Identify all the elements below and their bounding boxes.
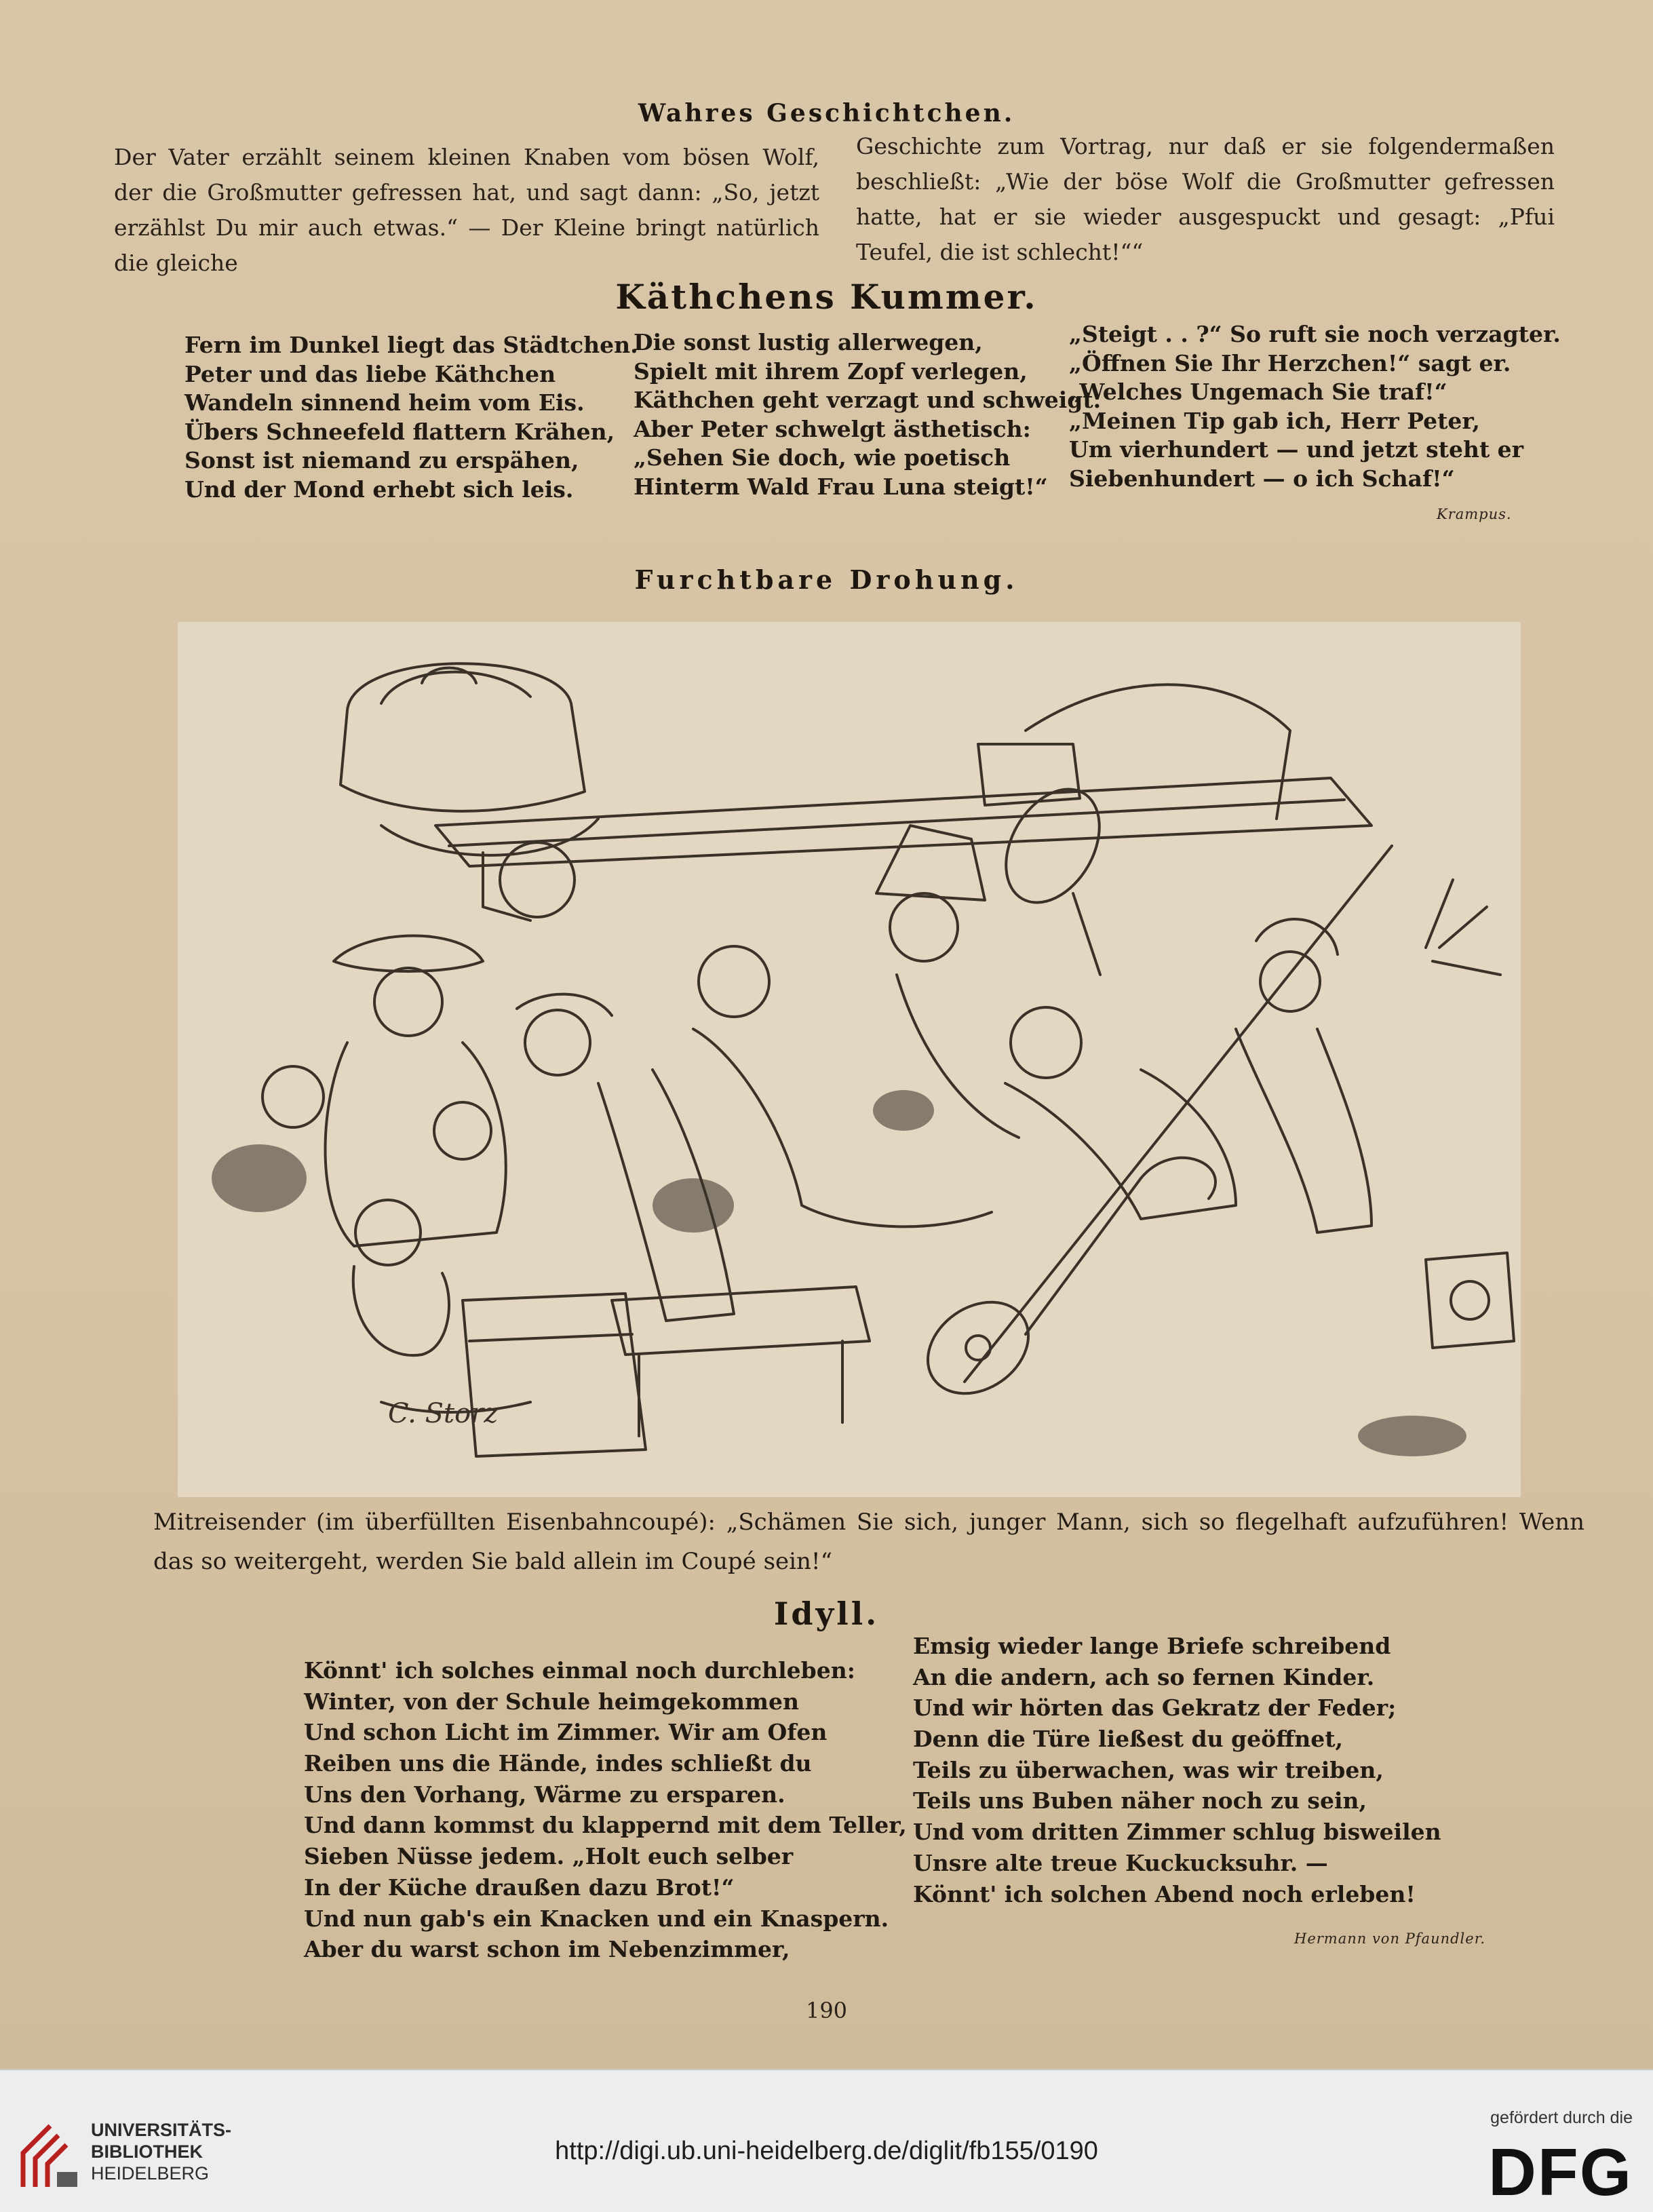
- poem-line: „Sehen Sie doch, wie poetisch: [634, 444, 1011, 471]
- train-compartment-illustration: [178, 622, 1521, 1497]
- poem-line: Und wir hörten das Gekratz der Feder;: [913, 1694, 1397, 1722]
- poem-line: „Steigt . . ?“ So ruft sie noch verzagter.: [1069, 321, 1561, 347]
- poem-line: Aber du warst schon im Nebenzimmer,: [304, 1936, 790, 1963]
- illustration-signature: C. Storz: [388, 1398, 499, 1429]
- poem-column-2: [634, 328, 1101, 501]
- poem-line: Hinterm Wald Frau Luna steigt!“: [634, 473, 1048, 500]
- poem-line: „Öffnen Sie Ihr Herzchen!“ sagt er.: [1069, 349, 1511, 376]
- poem-line: Peter und das liebe Käthchen: [184, 360, 556, 387]
- poem-column-1: [184, 331, 638, 504]
- page-number: 190: [805, 1998, 848, 2023]
- poem-line: Und nun gab's ein Knacken und ein Knaspern.: [304, 1905, 889, 1932]
- dfg-logo: DFG: [1488, 2135, 1633, 2209]
- idyll-column-1: [304, 1655, 907, 1965]
- poem-line: An die andern, ach so fernen Kinder.: [913, 1663, 1375, 1690]
- poem-line: In der Küche draußen dazu Brot!“: [304, 1874, 735, 1901]
- funded-by-label: gefördert durch die: [1490, 2108, 1633, 2127]
- author-krampus: Krampus.: [1437, 506, 1512, 522]
- poem-line: Und dann kommst du klappernd mit dem Teller,: [304, 1812, 907, 1839]
- poem-line: Fern im Dunkel liegt das Städtchen.: [184, 332, 638, 358]
- author-pfaundler: Hermann von Pfaundler.: [1294, 1930, 1486, 1947]
- poem-line: Teils uns Buben näher noch zu sein,: [913, 1787, 1367, 1815]
- poem-line: „Welches Ungemach Sie traf!“: [1069, 379, 1447, 405]
- poem-line: Könnt' ich solches einmal noch durchleben:: [304, 1657, 855, 1684]
- idyll-column-2: [913, 1631, 1441, 1909]
- poem-line: Aber Peter schwelgt ästhetisch:: [634, 415, 1031, 442]
- poem-line: Spielt mit ihrem Zopf verlegen,: [634, 357, 1028, 385]
- poem-line: Um vierhundert — und jetzt steht er: [1069, 436, 1524, 463]
- poem-column-3: [1069, 320, 1561, 493]
- library-city: HEIDELBERG: [91, 2163, 210, 2184]
- poem-line: Die sonst lustig allerwegen,: [634, 329, 983, 355]
- poem-line: Sonst ist niemand zu erspähen,: [184, 447, 579, 473]
- section-title-furchtbare-drohung: Furchtbare Drohung.: [634, 564, 1019, 595]
- poem-line: Und vom dritten Zimmer schlug bisweilen: [913, 1819, 1441, 1846]
- digitization-footer: [0, 2069, 1653, 2212]
- poem-line: Unsre alte treue Kuckucksuhr. —: [913, 1849, 1328, 1876]
- poem-line: Reiben uns die Hände, indes schließt du: [304, 1750, 812, 1777]
- poem-line: Und der Mond erhebt sich leis.: [184, 476, 574, 503]
- poem-line: Uns den Vorhang, Wärme zu ersparen.: [304, 1781, 785, 1808]
- poem-line: Käthchen geht verzagt und schweigt.: [634, 387, 1102, 413]
- poem-line: Sieben Nüsse jedem. „Holt euch selber: [304, 1843, 794, 1870]
- poem-line: „Meinen Tip gab ich, Herr Peter,: [1069, 407, 1480, 434]
- poem-line: Und schon Licht im Zimmer. Wir am Ofen: [304, 1719, 828, 1746]
- poem-line: Teils zu überwachen, was wir treiben,: [913, 1756, 1384, 1783]
- anecdote-column-right: Geschichte zum Vortrag, nur daß er sie folgendermaßen beschließt: „Wie der böse Wolf die Großmutter gefressen hatte, hat er sie wieder ausgespuckt und gesagt: „Pfui Teufel, die ist schlecht!““: [856, 133, 1555, 265]
- poem-line: Denn die Türe ließest du geöffnet,: [913, 1726, 1343, 1753]
- poem-line: Übers Schneefeld flattern Krähen,: [184, 418, 615, 445]
- permalink-url[interactable]: http://digi.ub.uni-heidelberg.de/diglit/fb155/0190: [555, 2137, 1098, 2165]
- section-title-wahres-geschichtchen: Wahres Geschichtchen.: [638, 99, 1015, 128]
- poem-line: Emsig wieder lange Briefe schreibend: [913, 1633, 1391, 1659]
- anecdote-column-left: Der Vater erzählt seinem kleinen Knaben vom bösen Wolf, der die Großmutter gefressen hat, und sagt dann: „So, jetzt erzählst Du mir auch etwas.“ — Der Kleine bringt natürlich die gleiche: [114, 144, 819, 276]
- poem-line: Könnt' ich solchen Abend noch erleben!: [913, 1880, 1416, 1907]
- illustration-caption: Mitreisender (im überfüllten Eisenbahncoupé): „Schämen Sie sich, junger Mann, sich so flegelhaft aufzuführen! Wenn das so weitergeht, werden Sie bald allein im Coupé sein!“: [153, 1509, 1584, 1575]
- library-name-line: UNIVERSITÄTS- BIBLIOTHEK: [91, 2120, 232, 2162]
- poem-line: Winter, von der Schule heimgekommen: [304, 1688, 799, 1715]
- illustration-drawing: [178, 622, 1521, 1497]
- section-title-idyll: Idyll.: [773, 1595, 880, 1632]
- poem-line: Siebenhundert — o ich Schaf!“: [1069, 465, 1455, 492]
- section-title-kaethchens-kummer: Käthchens Kummer.: [615, 277, 1038, 317]
- poem-line: Wandeln sinnend heim vom Eis.: [184, 389, 585, 416]
